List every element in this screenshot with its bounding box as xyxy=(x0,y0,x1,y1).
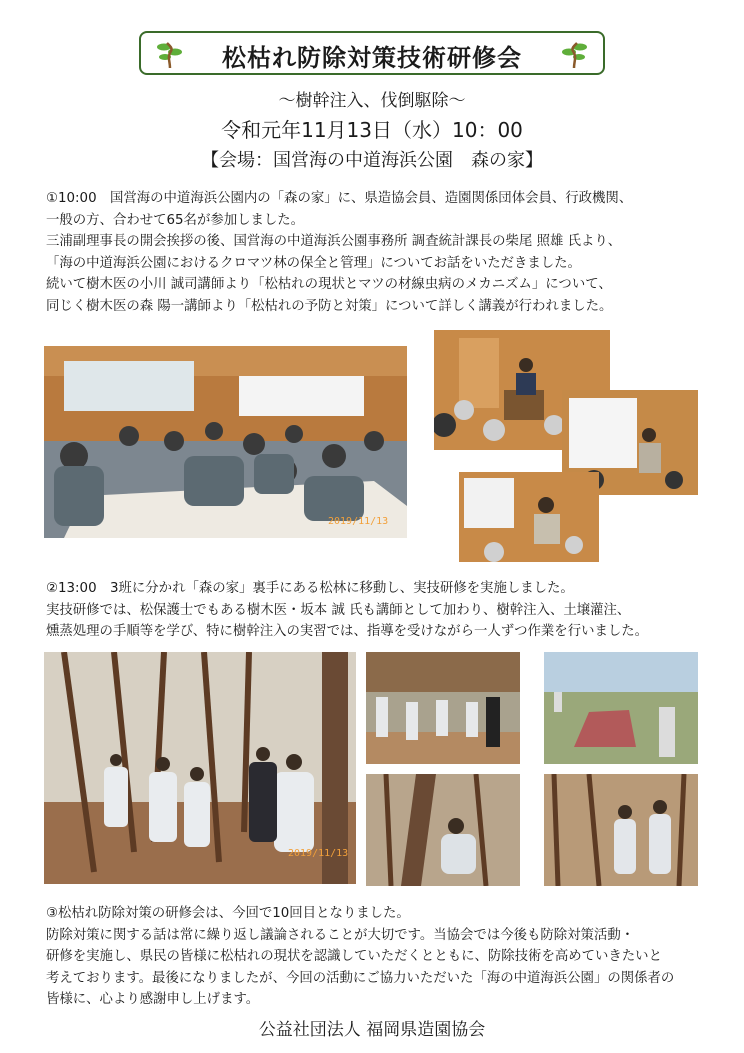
section-1-text xyxy=(46,188,726,317)
photo-date-stamp: 2019/11/13 xyxy=(288,848,349,859)
text-line: 燻蒸処理の手順等を学び、特に樹幹注入の実習では、指導を受けながら一人ずつ作業を行いました。 xyxy=(46,624,649,639)
text-line: 考えております。最後になりましたが、今回の活動にご協力いただいた「海の中道海浜公園」の関係者の xyxy=(46,970,675,986)
section-3-text xyxy=(46,903,726,1011)
title-box xyxy=(139,31,605,75)
lecturer-photo-collage xyxy=(434,330,698,562)
document-title: 松枯れ防除対策技術研修会 xyxy=(222,44,522,72)
trunk-injection-photo xyxy=(366,774,520,886)
text-line: ③松枯れ防除対策の研修会は、今回で10回目となりました。 xyxy=(46,906,410,921)
text-line: 三浦副理事長の開会挨拶の後、国営海の中道海浜公園事務所 調査統計課長の柴尾 照雄 氏より、 xyxy=(46,234,622,249)
subtitle: ～樹幹注入、伐倒駆除～ xyxy=(278,91,466,111)
text-line: 同じく樹木医の森 陽一講師より「松枯れの予防と対策」について詳しく講義が行われました。 xyxy=(46,298,613,314)
forest-work-photo xyxy=(544,774,698,886)
photo-date-stamp: 2019/11/13 xyxy=(328,516,389,527)
section-2-text xyxy=(46,578,726,643)
fumigation-photo xyxy=(544,652,698,764)
text-line: 皆様に、心より感謝申し上げます。 xyxy=(46,992,260,1007)
pine-tree-icon xyxy=(559,39,589,69)
event-date: 令和元年11月13日（水）10：00 xyxy=(221,118,523,142)
pine-forest-training-photo xyxy=(44,652,356,884)
text-line: 防除対策に関する話は常に繰り返し議論されることが大切です。当協会では今後も防除対策活動・ xyxy=(46,927,635,943)
text-line: 一般の方、合わせて65名が参加しました。 xyxy=(46,212,305,228)
lecture-hall-photo xyxy=(44,346,407,538)
text-line: ①10:00 国営海の中道海浜公園内の「森の家」に、県造協会員、造園関係団体会員、行政機関、 xyxy=(46,191,633,206)
event-venue: 【会場：国営海の中道海浜公園 森の家】 xyxy=(201,150,543,171)
text-line: 続いて樹木医の小川 誠司講師より「松枯れの現状とマツの材線虫病のメカニズム」について、 xyxy=(46,277,612,292)
text-line: 研修を実施し、県民の皆様に松枯れの現状を認識していただくとともに、防除技術を高めていきたいと xyxy=(46,949,662,964)
text-line: ②13:00 3班に分かれ「森の家」裏手にある松林に移動し、実技研修を実施しました。 xyxy=(46,581,574,596)
group-demonstration-photo xyxy=(366,652,520,764)
text-line: 実技研修では、松保護士でもある樹木医・坂本 誠 氏も講師として加わり、樹幹注入、土壌灌注、 xyxy=(46,602,631,618)
text-line: 「海の中道海浜公園におけるクロマツ林の保全と管理」についてお話をいただきました。 xyxy=(46,255,581,271)
organization-name: 公益社団法人 福岡県造園協会 xyxy=(258,1020,486,1040)
